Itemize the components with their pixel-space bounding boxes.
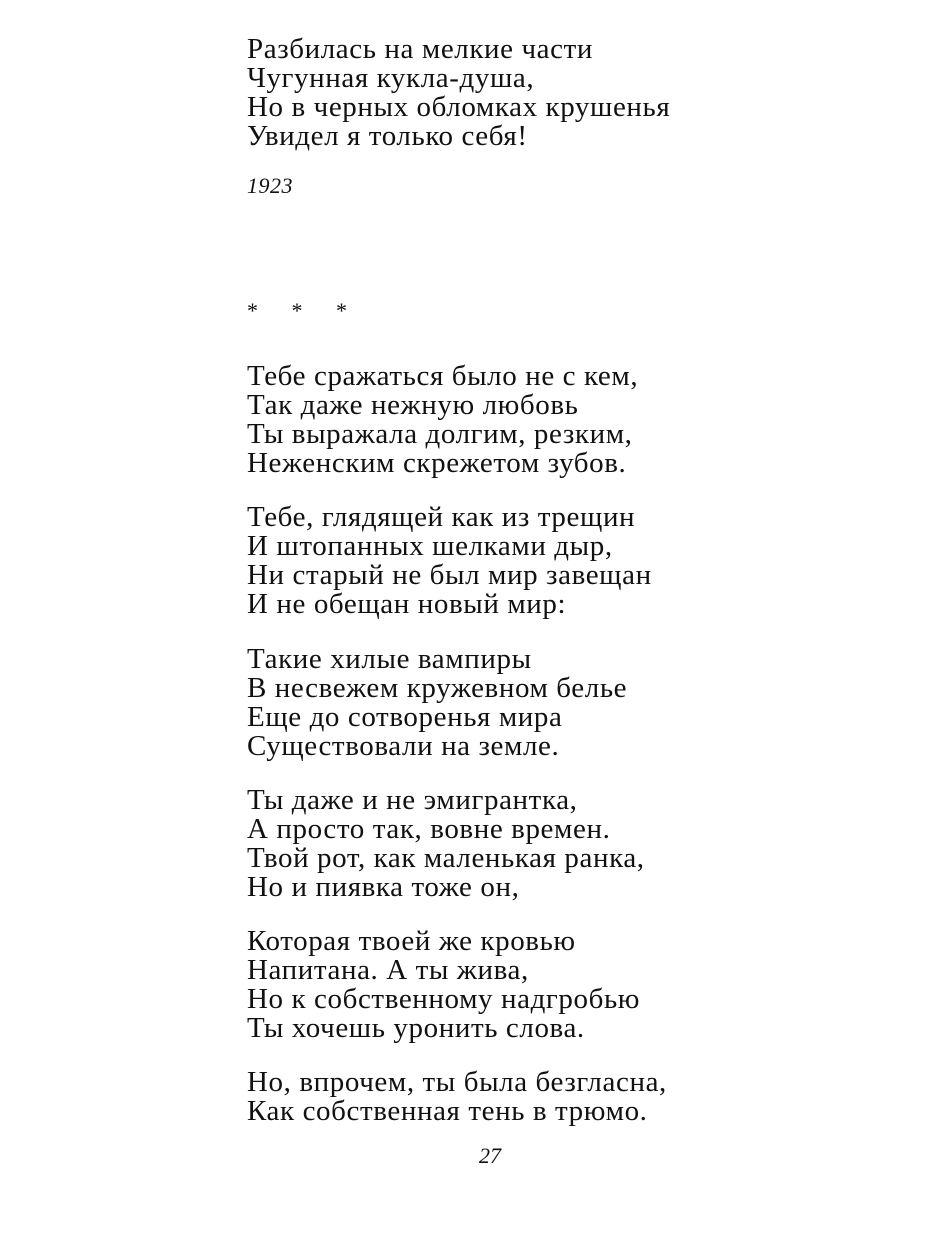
- poem-line: Разбилась на мелкие части: [247, 33, 594, 65]
- poem-line: Тебе сражаться было не с кем,: [247, 360, 639, 392]
- poem-ending-stanza: [247, 35, 670, 151]
- poem-line: Тебе, глядящей как из трещин: [247, 501, 636, 533]
- poem-line: Которая твоей же кровью: [247, 925, 576, 957]
- poem-line: Но в черных обломках крушенья: [247, 91, 671, 123]
- stanza-2: [247, 503, 652, 619]
- poem-line: Неженским скрежетом зубов.: [247, 447, 627, 479]
- poem-line: В несвежем кружевном белье: [247, 672, 628, 704]
- poem-line: Ты хочешь уронить слова.: [247, 1012, 585, 1044]
- page-number: 27: [479, 1143, 501, 1168]
- poem-line: А просто так, вовне времен.: [247, 813, 611, 845]
- poem-line: Чугунная кукла-душа,: [247, 62, 535, 94]
- poem-line: Увидел я только себя!: [247, 120, 528, 152]
- stanza-5: [247, 927, 640, 1043]
- poem-line: Но, впрочем, ты была безгласна,: [247, 1066, 667, 1098]
- stanza-1: [247, 362, 638, 478]
- stanza-3: [247, 645, 627, 761]
- poem-line: Но и пиявка тоже он,: [247, 871, 520, 903]
- poem-line: Но к собственному надгробью: [247, 983, 641, 1015]
- stanza-4: [247, 786, 645, 902]
- section-separator: * * *: [247, 298, 361, 323]
- poem-line: Ты даже и не эмигрантка,: [247, 784, 578, 816]
- poem-line: И не обещан новый мир:: [247, 588, 567, 620]
- poem-line: Твой рот, как маленькая ранка,: [247, 842, 645, 874]
- poem-line: Напитана. А ты жива,: [247, 954, 529, 986]
- poem-line: Ни старый не был мир завещан: [247, 559, 652, 591]
- poem-year: 1923: [247, 173, 293, 198]
- stanza-6: [247, 1068, 667, 1126]
- poem-line: Существовали на земле.: [247, 730, 560, 762]
- poem-line: Еще до сотворенья мира: [247, 701, 563, 733]
- poem-line: Такие хилые вампиры: [247, 643, 532, 675]
- poem-line: Как собственная тень в трюмо.: [247, 1095, 648, 1127]
- poem-line: Так даже нежную любовь: [247, 389, 579, 421]
- poem-line: И штопанных шелками дыр,: [247, 530, 613, 562]
- poem-line: Ты выражала долгим, резким,: [247, 418, 633, 450]
